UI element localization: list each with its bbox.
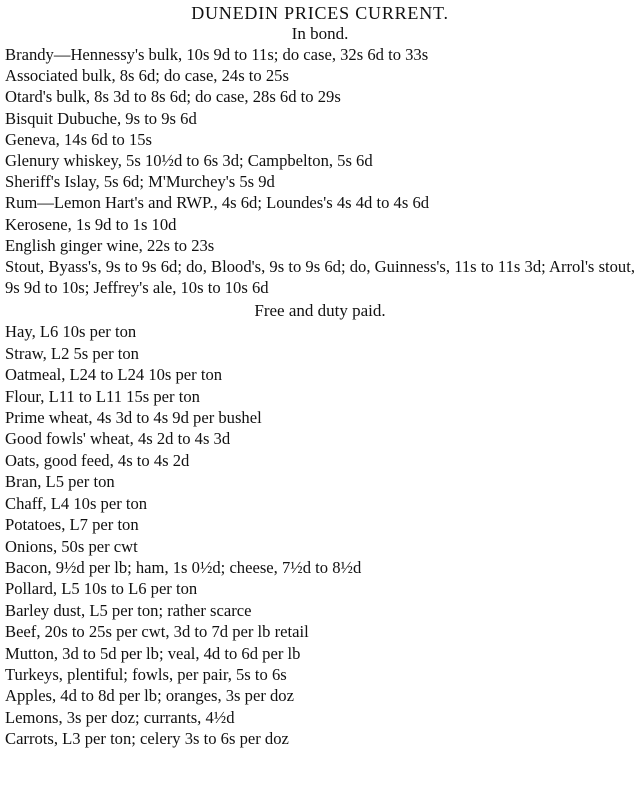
list-item: Glenury whiskey, 5s 10½d to 6s 3d; Campbelton, 5s 6d bbox=[5, 151, 373, 171]
list-item: Bran, L5 per ton bbox=[5, 472, 115, 492]
list-item: Otard's bulk, 8s 3d to 8s 6d; do case, 28s 6d to 29s bbox=[5, 87, 341, 107]
list-item: English ginger wine, 22s to 23s bbox=[5, 235, 215, 255]
list-item: Stout, Byass's, 9s to 9s 6d; do, Blood's, 9s to 9s 6d; do, Guinness's, 11s to 11s 3d; Arrol's stout, 9s 9d to 10s; Jeffrey's ale, 10s to 10s 6d bbox=[5, 257, 635, 298]
list-item: Prime wheat, 4s 3d to 4s 9d per bushel bbox=[5, 408, 262, 428]
section-duty-paid bbox=[5, 301, 635, 749]
list-item: Barley dust, L5 per ton; rather scarce bbox=[5, 600, 252, 620]
section-heading-in-bond: In bond. bbox=[291, 24, 349, 43]
list-item: Chaff, L4 10s per ton bbox=[5, 493, 148, 513]
price-list-duty-paid bbox=[5, 321, 635, 749]
section-heading-duty-paid: Free and duty paid. bbox=[254, 301, 386, 321]
list-item: Apples, 4d to 8d per lb; oranges, 3s per doz bbox=[5, 686, 294, 706]
list-item: Beef, 20s to 25s per cwt, 3d to 7d per lb retail bbox=[5, 622, 309, 642]
list-item: Lemons, 3s per doz; currants, 4½d bbox=[5, 707, 235, 727]
list-item: Geneva, 14s 6d to 15s bbox=[5, 129, 153, 149]
list-item: Straw, L2 5s per ton bbox=[5, 343, 139, 363]
list-item: Kerosene, 1s 9d to 1s 10d bbox=[5, 214, 177, 234]
list-item: Carrots, L3 per ton; celery 3s to 6s per doz bbox=[5, 729, 289, 749]
list-item: Oats, good feed, 4s to 4s 2d bbox=[5, 450, 190, 470]
price-list-in-bond bbox=[5, 44, 635, 298]
list-item: Associated bulk, 8s 6d; do case, 24s to 25s bbox=[5, 66, 289, 86]
list-item: Onions, 50s per cwt bbox=[5, 536, 138, 556]
list-item: Turkeys, plentiful; fowls, per pair, 5s to 6s bbox=[5, 664, 287, 684]
list-item: Rum—Lemon Hart's and RWP., 4s 6d; Loundes's 4s 4d to 4s 6d bbox=[5, 193, 430, 213]
list-item: Brandy—Hennessy's bulk, 10s 9d to 11s; do case, 32s 6d to 33s bbox=[5, 45, 429, 64]
section-in-bond bbox=[5, 24, 635, 298]
list-item: Pollard, L5 10s to L6 per ton bbox=[5, 579, 198, 599]
list-item: Hay, L6 10s per ton bbox=[5, 322, 137, 342]
list-item: Sheriff's Islay, 5s 6d; M'Murchey's 5s 9d bbox=[5, 172, 275, 192]
page-title: DUNEDIN PRICES CURRENT. bbox=[191, 3, 449, 23]
list-item: Good fowls' wheat, 4s 2d to 4s 3d bbox=[5, 429, 231, 449]
list-item: Oatmeal, L24 to L24 10s per ton bbox=[5, 365, 223, 385]
list-item: Bisquit Dubuche, 9s to 9s 6d bbox=[5, 108, 197, 128]
list-item: Bacon, 9½d per lb; ham, 1s 0½d; cheese, 7½d to 8½d bbox=[5, 557, 362, 577]
list-item: Potatoes, L7 per ton bbox=[5, 515, 139, 535]
list-item: Mutton, 3d to 5d per lb; veal, 4d to 6d per lb bbox=[5, 643, 301, 663]
list-item: Flour, L11 to L11 15s per ton bbox=[5, 386, 200, 406]
